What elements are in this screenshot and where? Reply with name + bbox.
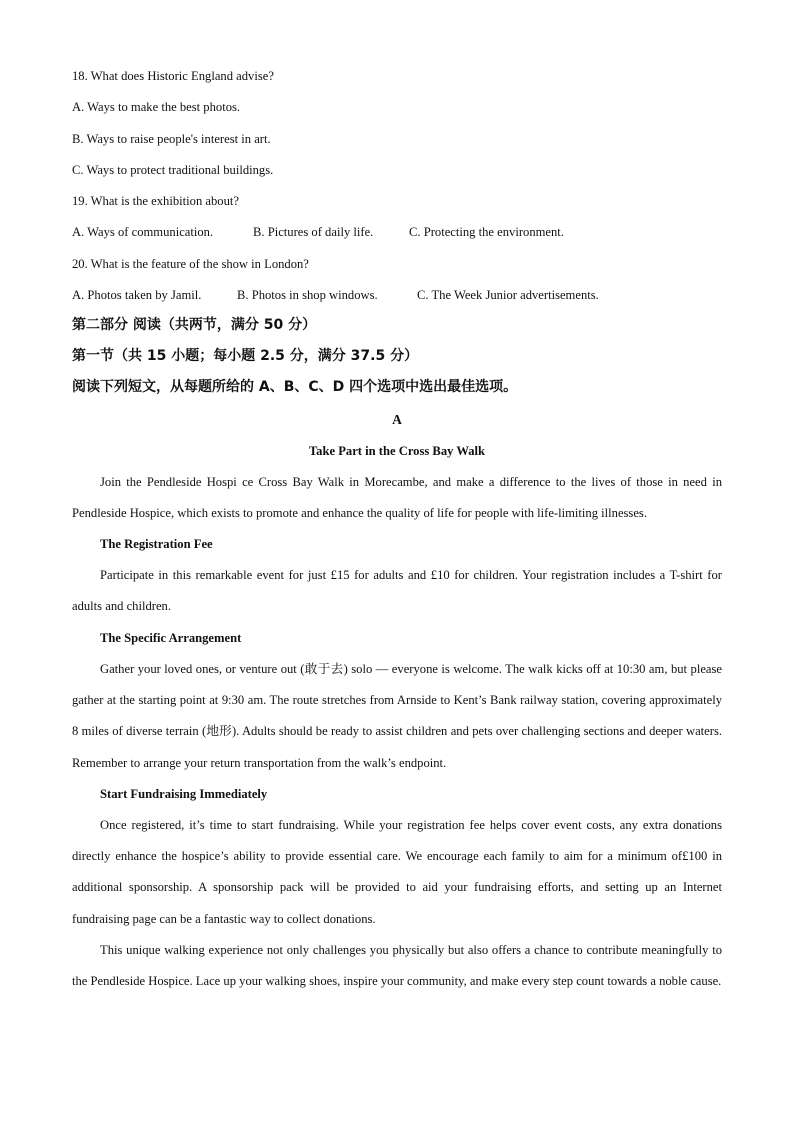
question-20-options [72,287,599,303]
question-19-option-b: B. Pictures of daily life. [253,225,374,239]
part-title: 第二部分 阅读（共两节，满分 50 分） [72,317,317,333]
question-18-option-a: A. Ways to make the best photos. [72,100,241,114]
closing-paragraph: This unique walking experience not only challenges you physically but also offers a chance to contribute meaningfully to the Pendleside Hospice. Lace up your walking shoes, inspire your community, and make every step count towards a noble cause. [72,943,722,989]
passage-title: Take Part in the Cross Bay Walk [308,444,486,458]
question-18-option-b: B. Ways to raise people's interest in art. [72,132,271,146]
question-19-stem: 19. What is the exhibition about? [72,194,239,208]
specific-arrangement-paragraph: Gather your loved ones, or venture out (敢于去) solo — everyone is welcome. The walk kicks off at 10:30 am, but please gather at the starting point at 9:30 am. The route stretches from Arnside to Kent’s Bank railway station, covering approximately 8 miles of diverse terrain (地形). Adults should be ready to assist children and pets over challenging sections and deeper waters. Remember to arrange your return transportation from the walk’s endpoint. [72,662,722,770]
subsection-title: 第一节（共 15 小题；每小题 2.5 分，满分 37.5 分） [72,348,419,364]
fundraising-paragraph: Once registered, it’s time to start fundraising. While your registration fee helps cover event costs, any extra donations directly enhance the hospice’s ability to provide essential care. We encourage each family to aim for a minimum of£100 in additional sponsorship. A sponsorship pack will be provided to aid your fundraising efforts, and setting up an Internet fundraising page can be a fantastic way to collect donations. [72,818,722,926]
question-19-option-c: C. Protecting the environment. [409,225,564,239]
section-heading-registration-fee: The Registration Fee [100,537,213,551]
question-20-stem: 20. What is the feature of the show in London? [72,257,309,271]
passage-intro-paragraph: Join the Pendleside Hospi ce Cross Bay Walk in Morecambe, and make a difference to the lives of those in need in Pendleside Hospice, which exists to promote and enhance the quality of life for people with life-limiting illnesses. [72,475,722,521]
question-18-stem: 18. What does Historic England advise? [72,69,274,83]
section-heading-fundraising: Start Fundraising Immediately [100,787,268,801]
question-18-option-c: C. Ways to protect traditional buildings. [72,163,274,177]
question-20-option-b: B. Photos in shop windows. [237,288,378,302]
question-19-options [72,224,564,240]
registration-fee-paragraph: Participate in this remarkable event for just £15 for adults and £10 for children. Your registration includes a T-shirt for adults and children. [72,568,722,614]
question-20-option-a: A. Photos taken by Jamil. [72,288,202,302]
section-instruction: 阅读下列短文，从每题所给的 A、B、C、D 四个选项中选出最佳选项。 [72,379,518,395]
question-19-option-a: A. Ways of communication. [72,225,214,239]
section-heading-specific-arrangement: The Specific Arrangement [100,631,242,645]
passage-letter: A [392,412,402,427]
question-20-option-c: C. The Week Junior advertisements. [417,288,599,302]
